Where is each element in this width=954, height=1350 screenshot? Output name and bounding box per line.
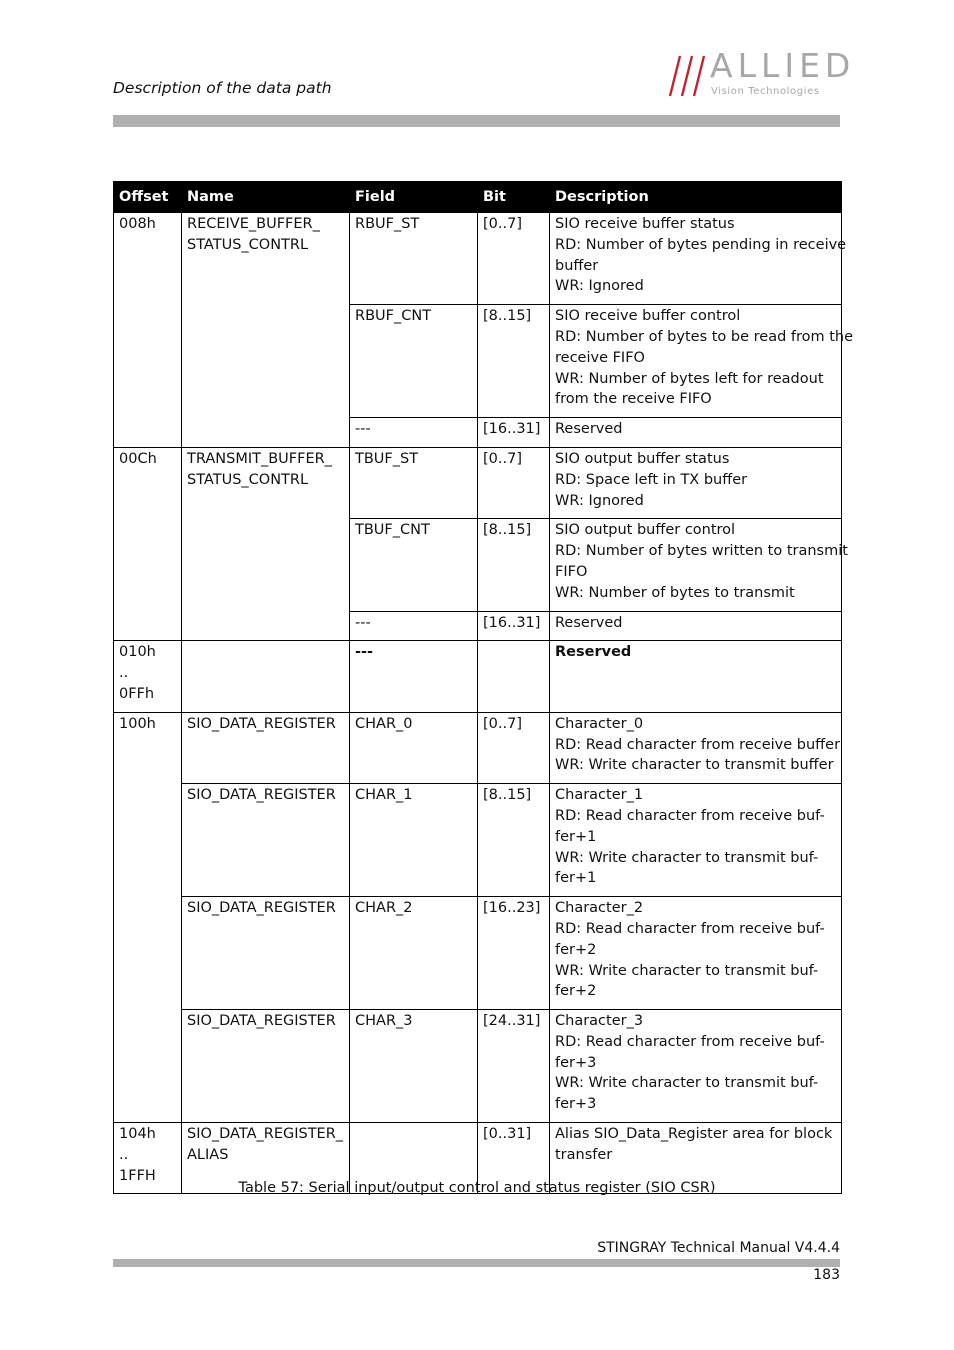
- description-cell: [550, 447, 842, 518]
- field-cell: [350, 784, 478, 897]
- description-cell: [550, 1010, 842, 1123]
- field-cell: [350, 418, 478, 448]
- cell-line: SIO receive buffer control: [555, 308, 741, 325]
- field-cell: [350, 641, 478, 712]
- description-cell: [550, 213, 847, 305]
- cell-line: fer+1: [555, 870, 597, 887]
- cell-line: STATUS_CONTRL: [187, 471, 309, 488]
- section-title: Description of the data path: [113, 79, 332, 97]
- cell-text: TBUF_CNT: [355, 522, 430, 539]
- header-row: [114, 182, 842, 213]
- allied-logo: [666, 46, 856, 100]
- cell-line: RD: Read character from receive buffer: [555, 736, 841, 753]
- bit-cell: [478, 213, 550, 305]
- cell-line: 008h: [119, 216, 156, 232]
- cell-line: Character_1: [555, 787, 644, 804]
- name-cell: [182, 641, 350, 712]
- cell-text: CHAR_1: [355, 787, 413, 804]
- cell-text: [8..15]: [483, 787, 532, 804]
- page-number: 183: [813, 1267, 840, 1283]
- offset-cell: [114, 213, 182, 448]
- column-header: Offset: [114, 182, 182, 213]
- cell-line: buffer: [555, 257, 599, 274]
- cell-line: receive FIFO: [555, 349, 645, 366]
- table-row: [114, 897, 842, 1010]
- name-cell: [182, 447, 350, 640]
- cell-text: TBUF_ST: [355, 450, 419, 467]
- cell-line: fer+3: [555, 1054, 597, 1071]
- description-cell: [550, 519, 848, 611]
- cell-line: WR: Write character to transmit buffer: [555, 757, 834, 774]
- offset-cell: [114, 447, 182, 640]
- cell-line: SIO_DATA_REGISTER_: [187, 1126, 344, 1143]
- offset-cell: [114, 712, 182, 1122]
- cell-line: from the receive FIFO: [555, 391, 712, 408]
- table-caption: Table 57: Serial input/output control and status register (SIO CSR): [238, 1180, 716, 1196]
- cell-text: ---: [355, 421, 371, 438]
- cell-line: Character_3: [555, 1013, 644, 1030]
- cell-line: Character_2: [555, 900, 644, 917]
- table-row: [114, 784, 842, 897]
- description-cell: [550, 611, 842, 641]
- bit-cell: [478, 641, 550, 712]
- cell-line: SIO output buffer status: [555, 450, 730, 467]
- cell-line: TRANSMIT_BUFFER_: [187, 450, 332, 467]
- table-header: [114, 182, 842, 213]
- cell-line: FIFO: [555, 563, 588, 580]
- cell-line: fer+2: [555, 983, 597, 1000]
- cell-text: RBUF_ST: [355, 216, 420, 232]
- cell-line: STATUS_CONTRL: [187, 236, 309, 253]
- description-cell: [550, 712, 842, 783]
- bit-cell: [478, 519, 550, 611]
- bit-cell: [478, 1010, 550, 1123]
- logo-slashes-icon: [666, 54, 710, 98]
- cell-line: 0FFh: [119, 685, 155, 702]
- cell-text: SIO_DATA_REGISTER: [187, 715, 336, 732]
- table-row: [114, 213, 842, 305]
- cell-line: RD: Read character from receive buf-: [555, 920, 825, 937]
- cell-line: Character_0: [555, 715, 644, 732]
- cell-line: WR: Write character to transmit buf-: [555, 849, 819, 866]
- cell-text: [16..23]: [483, 900, 541, 917]
- field-cell: [350, 611, 478, 641]
- cell-line: ..: [119, 665, 129, 682]
- cell-line: WR: Ignored: [555, 492, 644, 509]
- cell-line: fer+3: [555, 1096, 597, 1113]
- cell-line: transfer: [555, 1146, 613, 1163]
- name-cell: [182, 712, 350, 783]
- name-cell: [182, 1010, 350, 1123]
- cell-line: RD: Read character from receive buf-: [555, 807, 825, 824]
- table-row: [114, 641, 842, 712]
- cell-text: [0..31]: [483, 1126, 532, 1143]
- cell-text: CHAR_3: [355, 1013, 413, 1030]
- table-row: [114, 712, 842, 783]
- cell-text: SIO_DATA_REGISTER: [187, 900, 336, 917]
- cell-text: [16..31]: [483, 421, 541, 438]
- manual-title: STINGRAY Technical Manual V4.4.4: [597, 1240, 840, 1256]
- cell-text: [0..7]: [483, 216, 522, 232]
- cell-line: RD: Number of bytes to be read from the: [555, 328, 854, 345]
- name-cell: [182, 213, 350, 448]
- cell-line: Reserved: [555, 644, 632, 661]
- field-cell: [350, 712, 478, 783]
- cell-line: 00Ch: [119, 450, 157, 467]
- field-cell: [350, 213, 478, 305]
- cell-text: RBUF_CNT: [355, 308, 432, 325]
- cell-line: RD: Number of bytes written to transmit: [555, 543, 848, 560]
- cell-line: Alias SIO_Data_Register area for block: [555, 1126, 833, 1143]
- cell-text: [24..31]: [483, 1013, 541, 1030]
- field-cell: [350, 519, 478, 611]
- column-header: Name: [182, 182, 350, 213]
- logo-word: ALLIED: [710, 46, 856, 85]
- field-cell: [350, 447, 478, 518]
- cell-line: RD: Read character from receive buf-: [555, 1033, 825, 1050]
- field-cell: [350, 305, 478, 418]
- cell-text: CHAR_0: [355, 715, 413, 732]
- bit-cell: [478, 784, 550, 897]
- cell-line: SIO receive buffer status: [555, 216, 735, 232]
- description-cell: [550, 305, 854, 418]
- cell-text: [16..31]: [483, 614, 541, 631]
- bit-cell: [478, 712, 550, 783]
- cell-text: [8..15]: [483, 308, 532, 325]
- cell-line: Reserved: [555, 614, 623, 631]
- cell-line: WR: Number of bytes left for readout: [555, 370, 824, 387]
- column-header: Bit: [478, 182, 550, 213]
- column-header: Description: [550, 182, 842, 213]
- header-rule: [113, 115, 840, 127]
- cell-line: SIO output buffer control: [555, 522, 736, 539]
- logo-subtitle: Vision Technologies: [711, 86, 820, 97]
- cell-text: [0..7]: [483, 715, 522, 732]
- cell-line: RD: Number of bytes pending in receive: [555, 236, 847, 253]
- cell-line: RD: Space left in TX buffer: [555, 471, 748, 488]
- column-header: Field: [350, 182, 478, 213]
- name-cell: [182, 897, 350, 1010]
- cell-line: fer+2: [555, 941, 597, 958]
- table-body: [114, 213, 854, 1194]
- description-cell: [550, 784, 842, 897]
- bit-cell: [478, 418, 550, 448]
- table-row: [114, 1010, 842, 1123]
- cell-line: fer+1: [555, 828, 597, 845]
- cell-text: CHAR_2: [355, 900, 413, 917]
- cell-text: [0..7]: [483, 450, 522, 467]
- footer-rule: [113, 1259, 840, 1267]
- bit-cell: [478, 305, 550, 418]
- bit-cell: [478, 447, 550, 518]
- field-cell: [350, 1010, 478, 1123]
- cell-line: 010h: [119, 644, 156, 661]
- bit-cell: [478, 897, 550, 1010]
- cell-line: WR: Number of bytes to transmit: [555, 584, 795, 601]
- cell-line: WR: Write character to transmit buf-: [555, 1075, 819, 1092]
- field-cell: [350, 897, 478, 1010]
- sio-csr-table: [113, 181, 854, 1194]
- name-cell: [182, 784, 350, 897]
- description-cell: [550, 641, 842, 712]
- cell-line: RECEIVE_BUFFER_: [187, 216, 320, 232]
- cell-line: WR: Ignored: [555, 278, 644, 295]
- description-cell: [550, 897, 842, 1010]
- cell-line: 1FFH: [119, 1167, 156, 1184]
- cell-line: ..: [119, 1146, 129, 1163]
- offset-cell: [114, 641, 182, 712]
- cell-text: SIO_DATA_REGISTER: [187, 787, 336, 804]
- cell-line: 104h: [119, 1126, 156, 1143]
- table-row: [114, 447, 842, 518]
- description-cell: [550, 418, 842, 448]
- cell-text: [8..15]: [483, 522, 532, 539]
- cell-line: ALIAS: [187, 1146, 229, 1163]
- cell-text: ---: [355, 644, 374, 661]
- cell-line: 100h: [119, 715, 156, 732]
- cell-line: Reserved: [555, 421, 623, 438]
- cell-line: WR: Write character to transmit buf-: [555, 962, 819, 979]
- cell-text: SIO_DATA_REGISTER: [187, 1013, 336, 1030]
- bit-cell: [478, 611, 550, 641]
- cell-text: ---: [355, 614, 371, 631]
